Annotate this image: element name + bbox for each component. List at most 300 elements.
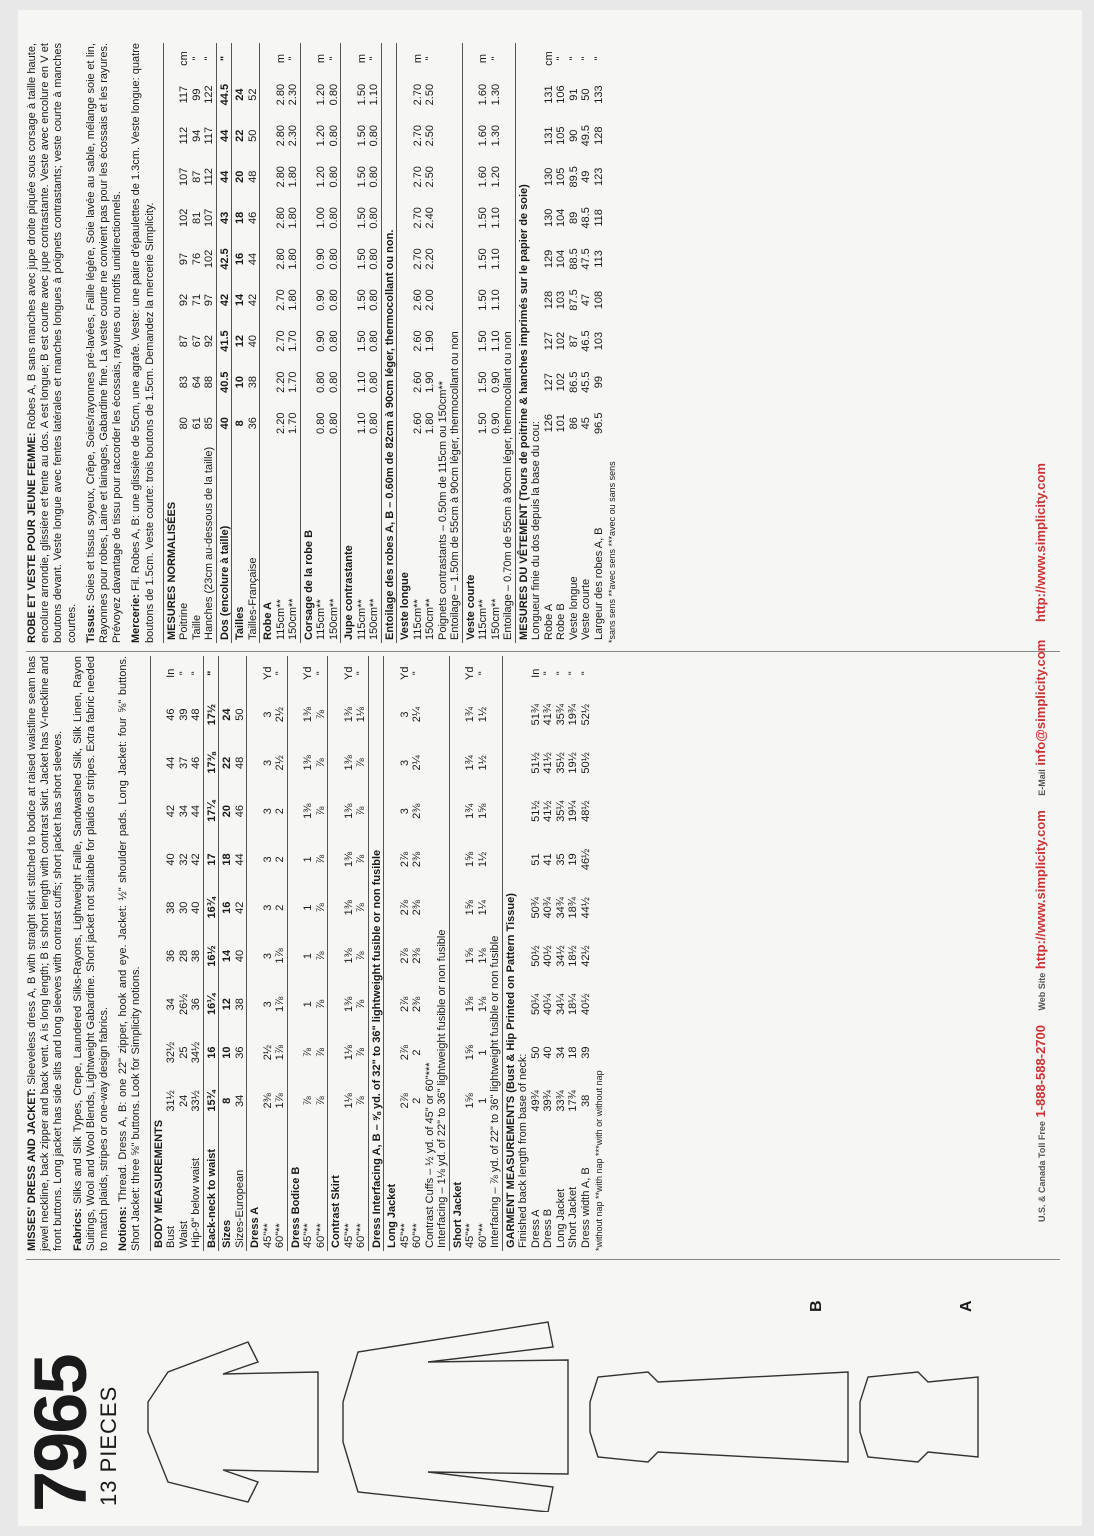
table-cell: 1⅝ — [464, 996, 477, 1012]
table-cell: 129 — [542, 249, 555, 269]
table-row — [399, 656, 412, 1251]
table-cell: 35¾ — [554, 703, 567, 726]
table-cell: 1.80 — [287, 248, 300, 270]
yardage-head-text: Contrast Skirt — [328, 656, 343, 1251]
table-cell: 45.5 — [580, 371, 593, 393]
table-row — [287, 43, 300, 643]
table-cell: 50½ — [529, 945, 542, 967]
table-cell: 3 — [398, 759, 411, 766]
row-label: Veste longue — [567, 576, 580, 640]
table-cell: 40½ — [579, 993, 592, 1016]
unit-cell: " — [579, 671, 592, 676]
table-cell: 38 — [246, 376, 259, 389]
row-label: Poitrine — [178, 602, 191, 640]
table-cell: 131 — [542, 126, 555, 145]
table-cell: 1.20 — [315, 83, 328, 106]
dress-sketch — [590, 1372, 848, 1462]
table-cell: 0.90 — [315, 330, 328, 352]
table-cell: 2.20 — [274, 371, 287, 393]
table-cell: 105 — [555, 126, 568, 145]
table-cell: 105 — [555, 167, 568, 186]
table-cell: 48½ — [579, 800, 592, 822]
table-cell: 123 — [592, 167, 605, 186]
table-cell: 30 — [177, 901, 190, 914]
table-cell: 44.5 — [216, 74, 232, 115]
table-cell: 51½ — [529, 800, 542, 822]
yardage-head — [300, 43, 315, 643]
table-cell: 50 — [233, 708, 246, 721]
row-label: 115cm** — [274, 599, 287, 640]
table-cell: 2.70 — [411, 166, 424, 188]
table-cell: ⅞ — [314, 806, 327, 816]
unit-cell: " — [411, 671, 424, 676]
table-cell: 1.10 — [489, 289, 502, 311]
english-title: MISSES' DRESS AND JACKET: — [26, 1088, 38, 1251]
table-cell: 17¾ — [567, 1090, 580, 1112]
table-cell: ⅞ — [355, 903, 368, 913]
website-link[interactable]: http://www.simplicity.com — [1033, 810, 1048, 970]
table-cell: 71 — [190, 293, 203, 307]
table-cell: 2⅞ — [398, 996, 411, 1012]
table-cell: 81 — [190, 211, 203, 224]
body-measurements-head-text: BODY MEASUREMENTS — [150, 656, 165, 1251]
table-cell: 1⅞ — [274, 996, 287, 1012]
view-label-a: A — [958, 1300, 975, 1312]
table-cell: 2.70 — [411, 207, 424, 229]
long-jacket-head — [397, 43, 412, 643]
dress-interfacing-text: Dress Interfacing A, B – ⅝ yd. of 32" to 36" lightweight fusible or non fusible — [368, 656, 384, 1251]
table-cell: 87.5 — [567, 289, 580, 311]
table-cell: 17½ — [203, 690, 219, 738]
table-cell: 19 — [567, 853, 580, 866]
table-cell: 1.60 — [477, 124, 490, 147]
short-jacket-head-text: Veste courte — [462, 43, 477, 643]
table-cell: 106 — [555, 85, 568, 104]
yardage-head-text: Robe A — [260, 43, 275, 643]
row-label: 45"** — [464, 1223, 477, 1248]
table-cell: 89 — [567, 211, 580, 224]
table-cell: 34¼ — [554, 993, 567, 1016]
table-cell: 18¾ — [567, 897, 580, 919]
pattern-number: 7965 — [19, 1355, 102, 1512]
dress-interfacing-text: Entoilage des robes A, B – 0.60m de 82cm à 90cm léger, thermocollant ou non. — [381, 43, 397, 643]
table-cell: 2 — [274, 808, 287, 815]
long-jacket-sketch-2 — [343, 1322, 568, 1512]
table-row — [464, 656, 477, 1251]
table-cell: 18 — [567, 1046, 580, 1059]
unit-cell: Yd — [398, 666, 411, 680]
table-cell: 36 — [165, 949, 178, 963]
table-cell: 1⅜ — [342, 803, 355, 819]
table-cell: 16 — [203, 1028, 219, 1076]
table-row — [191, 43, 204, 643]
table-cell: 1⅜ — [302, 706, 315, 723]
table-cell: 0.80 — [315, 412, 328, 434]
row-label: Waist — [177, 1220, 190, 1248]
table-cell: 0.90 — [489, 412, 502, 434]
table-cell: 17⅜ — [203, 739, 219, 787]
table-cell: 1½ — [476, 706, 489, 723]
table-cell: 1 — [302, 904, 315, 911]
website-link-2[interactable]: http://www.simplicity.com — [1033, 463, 1048, 622]
table-cell: 51 — [529, 853, 542, 866]
table-cell: 1.50 — [355, 289, 368, 311]
table-cell: 44 — [165, 756, 178, 770]
table-cell: 3 — [398, 711, 411, 718]
table-cell: 1¾ — [464, 706, 477, 723]
table-cell: 1.90 — [424, 330, 437, 352]
table-cell: 39 — [177, 708, 190, 721]
table-cell: 2½ — [274, 755, 287, 771]
table-cell: 49¾ — [529, 1090, 542, 1112]
table-cell: 2.70 — [274, 330, 287, 352]
unit-cell: " — [424, 56, 437, 61]
short-jacket-head-text: Short Jacket — [449, 656, 464, 1251]
table-cell: 1.20 — [315, 166, 328, 188]
table-cell: ⅞ — [314, 1047, 327, 1058]
table-cell: 1⅞ — [274, 1093, 287, 1109]
table-cell: ⅞ — [314, 1096, 327, 1106]
table-cell: 14 — [219, 932, 234, 980]
row-label: Tailles-Française — [246, 557, 259, 640]
yardage-head — [341, 43, 356, 643]
table-cell: 22 — [219, 739, 234, 787]
sketch-column — [19, 1262, 1060, 1512]
table-cell: 34 — [165, 998, 178, 1011]
table-cell: 2 — [274, 904, 287, 911]
unit-cell: Yd — [302, 666, 315, 680]
table-cell: 112 — [178, 126, 191, 145]
unit-cell: " — [203, 56, 216, 61]
table-cell: 1.30 — [489, 83, 502, 106]
short-jacket-head — [462, 43, 477, 643]
unit-cell: " — [190, 671, 203, 676]
table-cell: 35 — [554, 853, 567, 866]
table-cell: 8 — [232, 403, 247, 444]
garment-sub — [517, 656, 530, 1251]
table-cell: 2 — [411, 1049, 424, 1056]
english-chart — [150, 656, 593, 1251]
unit-cell: " — [489, 56, 502, 61]
row-label: 60"** — [411, 1223, 424, 1248]
table-cell: 49.5 — [580, 124, 593, 147]
table-cell: 2¼ — [411, 755, 424, 771]
table-cell: 2⅜ — [411, 851, 424, 868]
long-interfacing-text: Entoilage – 1.50m de 55cm à 90cm léger, thermocollant ou non — [449, 331, 462, 640]
table-cell: 2.30 — [287, 124, 300, 147]
table-cell: 50½ — [579, 752, 592, 774]
table-cell: 0.80 — [368, 124, 381, 147]
table-cell: 64 — [190, 376, 203, 389]
unit-cell: Yd — [342, 666, 355, 680]
table-cell: 2⅜ — [411, 996, 424, 1012]
table-cell: 1 — [476, 1049, 489, 1056]
table-cell: 2 — [274, 856, 287, 863]
table-cell: 1⅝ — [476, 803, 489, 819]
table-cell: 101 — [555, 414, 568, 433]
table-cell: 1½ — [476, 755, 489, 771]
table-cell: 36 — [233, 1046, 246, 1059]
table-cell: 0.80 — [368, 330, 381, 352]
table-cell: 46 — [246, 211, 259, 224]
table-cell: 2½ — [274, 706, 287, 723]
table-cell: 1⅛ — [355, 706, 368, 723]
table-cell: 108 — [592, 290, 605, 310]
table-cell: 44 — [216, 115, 232, 156]
table-cell: 0.80 — [327, 248, 340, 270]
website-label: Web Site — [1037, 972, 1047, 1011]
table-cell: 1.50 — [477, 289, 490, 311]
email-label: E-Mail — [1037, 769, 1047, 796]
table-cell: 49 — [580, 170, 593, 183]
table-cell: 44 — [216, 156, 232, 197]
table-cell: 76 — [190, 252, 203, 266]
row-label: Dos (encolure à taille) — [216, 444, 232, 643]
table-cell: 38 — [165, 901, 178, 914]
table-cell: 107 — [203, 208, 216, 228]
table-cell: ⅞ — [314, 758, 327, 768]
row-label: Long Jacket — [554, 1188, 567, 1248]
table-cell: 2.60 — [411, 289, 424, 311]
table-cell: 44½ — [579, 897, 592, 919]
table-cell: ⅞ — [355, 1047, 368, 1058]
table-cell: 99 — [190, 88, 203, 101]
table-cell: 48 — [246, 170, 259, 183]
table-row — [165, 656, 178, 1251]
table-cell: 97 — [203, 293, 216, 307]
english-description: MISSES' DRESS AND JACKET: Sleeveless dress A, B with straight skirt stitched to bodice at raised waistline seam has jewel neckline, back zipper and back vent. A is long length; B is short length with contrast skirt. Jacket has V-neckline and front buttons. Long jacket has side slits and long sleeves with contrast cuffs; short jacket has short sleeves. — [26, 656, 65, 1251]
table-cell: 42 — [216, 279, 232, 320]
table-cell: 0.80 — [327, 124, 340, 147]
table-cell: 1.90 — [424, 371, 437, 393]
table-cell: 34 — [554, 1046, 567, 1059]
row-label: Robe A — [542, 603, 555, 640]
table-cell: 1¾ — [464, 755, 477, 771]
row-label: Sizes — [219, 1125, 234, 1251]
table-row — [178, 656, 191, 1251]
table-cell: 97 — [178, 252, 191, 266]
dress-interfacing — [381, 43, 397, 643]
table-cell: 2.70 — [411, 124, 424, 147]
garment-head-text: MESURES DU VÊTEMENT (Tours de poitrine & hanches imprimés sur le papier de soie) — [515, 43, 530, 643]
table-cell: ⅞ — [314, 903, 327, 913]
long-jacket-sketch — [148, 1342, 318, 1502]
table-cell: 1.20 — [315, 124, 328, 147]
table-cell: 46 — [190, 756, 203, 770]
row-label: 115cm** — [411, 599, 424, 640]
table-cell: 127 — [542, 372, 555, 392]
table-cell: 1⅝ — [464, 1093, 477, 1109]
table-cell: 2.20 — [424, 248, 437, 270]
table-row — [412, 43, 425, 643]
table-cell: 80 — [178, 417, 191, 430]
table-cell: 40 — [165, 853, 178, 866]
table-cell: 130 — [542, 167, 555, 186]
table-cell: 87 — [567, 334, 580, 348]
row-label: 150cm** — [368, 598, 381, 640]
sizes-row — [219, 656, 234, 1251]
row-label: Hanches (23cm au-dessous de la taille) — [203, 446, 216, 640]
email-link[interactable]: info@simplicity.com — [1033, 639, 1048, 766]
table-row — [580, 43, 593, 643]
table-cell: 41.5 — [216, 321, 232, 362]
table-cell: 1¾ — [464, 803, 477, 819]
table-row — [355, 656, 368, 1251]
table-cell: 0.80 — [327, 83, 340, 106]
table-cell: 32½ — [165, 1041, 178, 1064]
table-cell: 0.80 — [327, 330, 340, 352]
french-title: ROBE ET VESTE POUR JEUNE FEMME: — [26, 432, 38, 643]
row-label: Dress width A, B — [579, 1167, 592, 1248]
table-cell: 1⅜ — [302, 803, 315, 819]
table-cell: 46 — [165, 708, 178, 721]
table-cell: 18 — [219, 835, 234, 883]
table-cell: 1.10 — [355, 412, 368, 434]
table-cell: 42½ — [579, 945, 592, 967]
table-cell: 0.80 — [368, 207, 381, 229]
table-cell: 122 — [203, 85, 216, 104]
table-cell: 126 — [542, 414, 555, 433]
unit-cell — [247, 43, 260, 74]
table-cell: 40 — [246, 334, 259, 348]
table-cell: 2.60 — [411, 371, 424, 393]
table-cell: 19¾ — [567, 703, 580, 726]
body-measurements-head — [163, 43, 178, 643]
table-cell: 128 — [542, 290, 555, 310]
row-label: 115cm** — [355, 599, 368, 640]
table-row — [490, 43, 503, 643]
contrast-cuffs — [424, 656, 437, 1251]
table-cell: 16½ — [203, 932, 219, 980]
english-column — [26, 656, 1060, 1260]
table-cell: 2⅞ — [398, 1044, 411, 1061]
short-interfacing — [502, 43, 515, 643]
table-cell: 61 — [190, 417, 203, 430]
table-cell: 2.80 — [274, 124, 287, 147]
table-cell: 3 — [261, 856, 274, 863]
table-cell: 102 — [203, 249, 216, 269]
table-cell: 0.80 — [368, 371, 381, 393]
table-cell: 1⅝ — [464, 948, 477, 964]
table-cell: 38 — [190, 949, 203, 963]
table-cell: 2½ — [261, 1044, 274, 1061]
table-cell: 20 — [219, 787, 234, 835]
table-row — [593, 43, 606, 643]
unit-cell: " — [368, 56, 381, 61]
table-row — [190, 656, 203, 1251]
unit-cell: " — [203, 656, 219, 690]
table-cell: 39 — [579, 1046, 592, 1059]
rotated-sheet — [18, 22, 1068, 1522]
table-cell: 34½ — [190, 1041, 203, 1064]
table-row — [424, 43, 437, 643]
table-cell: 24 — [219, 690, 234, 738]
table-cell: 18 — [232, 197, 247, 238]
unit-cell: m — [411, 53, 424, 64]
table-cell: 16¾ — [203, 884, 219, 932]
table-cell: 94 — [190, 129, 203, 142]
table-cell: 1⅛ — [476, 996, 489, 1012]
table-cell: 12 — [232, 321, 247, 362]
table-cell: 22 — [232, 115, 247, 156]
table-cell: 1.10 — [368, 83, 381, 106]
french-fabrics: Tissus: Soies et tissus soyeux, Crêpe, Soies/rayonnes pré-lavées, Faille légère, Soie lavée au sable, mélange soie et lin, Rayonnes pour robes, Laine et lainages, Gabardine fine. La veste courte ne convient pas pour les écossais et les rayures. Prévoyez davantage de tissu pour raccorder les écossais, rayures ou motifs unidirectionnels. — [84, 43, 124, 643]
table-cell: 41½ — [542, 800, 555, 822]
table-cell: 1.50 — [355, 207, 368, 229]
table-cell: 10 — [232, 362, 247, 403]
short-interfacing-text: Interfacing – ⅞ yd. of 22" to 36" lightweight fusible or non fusible — [489, 935, 502, 1248]
english-notions: Notions: Thread. Dress A, B: one 22" zipper, hook and eye. Jacket: ½" shoulder pads. Long Jacket: four ⅝" buttons. Short Jacket: three ⅝" buttons. Look for Simplicity notions. — [117, 655, 143, 1251]
long-jacket-head — [384, 656, 399, 1251]
table-cell: 1 — [302, 856, 315, 863]
french-footnote: *sans sens **avec sens ***avec ou sans sens — [607, 461, 618, 643]
long-interfacing — [436, 656, 449, 1251]
table-cell: 28 — [177, 949, 190, 963]
dress-sketch-2 — [860, 1372, 978, 1462]
table-cell: 99 — [592, 376, 605, 389]
table-cell: 40 — [216, 403, 232, 444]
table-row — [302, 656, 315, 1251]
table-cell: 41 — [542, 853, 555, 866]
table-cell: 1.50 — [355, 248, 368, 270]
short-interfacing — [489, 656, 502, 1251]
table-cell: 2⅞ — [398, 948, 411, 964]
sizes-alt-row — [247, 43, 260, 643]
unit-cell: In — [165, 668, 178, 678]
table-cell: 2.50 — [424, 83, 437, 106]
yardage-head — [287, 656, 302, 1251]
table-cell: ⅞ — [314, 710, 327, 720]
table-row — [368, 43, 381, 643]
table-cell: 36 — [246, 417, 259, 430]
unit-cell: Yd — [261, 666, 274, 680]
table-cell: 1.10 — [355, 371, 368, 393]
table-cell: 42 — [246, 293, 259, 307]
table-cell: 19½ — [567, 752, 580, 774]
table-row — [580, 656, 593, 1251]
table-cell: 104 — [555, 208, 568, 228]
table-cell: ⅞ — [355, 854, 368, 865]
contrast-cuffs-text: Poignets contrastants – 0.50m de 115cm ou 150cm** — [436, 380, 449, 640]
table-cell: 19¼ — [567, 800, 580, 822]
table-cell: 107 — [178, 167, 191, 186]
table-cell: 2.30 — [287, 83, 300, 106]
unit-cell: " — [190, 56, 203, 61]
table-cell: 40.5 — [216, 362, 232, 403]
table-cell: 1.50 — [477, 248, 490, 270]
table-cell: 15¾ — [203, 1077, 219, 1125]
row-label: Short Jacket — [567, 1186, 580, 1248]
english-footnote: *without nap **with nap ***with or without nap — [594, 1070, 605, 1251]
unit-cell: " — [274, 671, 287, 676]
table-cell: 92 — [203, 334, 216, 348]
table-cell: 88.5 — [567, 248, 580, 270]
unit-cell: m — [315, 53, 328, 64]
view-label-b: B — [808, 1300, 825, 1312]
table-cell: 1 — [476, 1097, 489, 1104]
table-cell: 16 — [232, 238, 247, 279]
table-cell: 1⅞ — [274, 948, 287, 964]
table-cell: 2¼ — [411, 706, 424, 723]
table-cell: 0.80 — [368, 166, 381, 188]
table-cell: 1.60 — [477, 166, 490, 188]
table-cell: 42.5 — [216, 238, 232, 279]
table-cell: 2.80 — [274, 207, 287, 229]
short-jacket-head — [449, 656, 464, 1251]
unit-cell — [234, 656, 247, 690]
table-cell: 103 — [555, 290, 568, 310]
table-cell: 35½ — [554, 752, 567, 774]
